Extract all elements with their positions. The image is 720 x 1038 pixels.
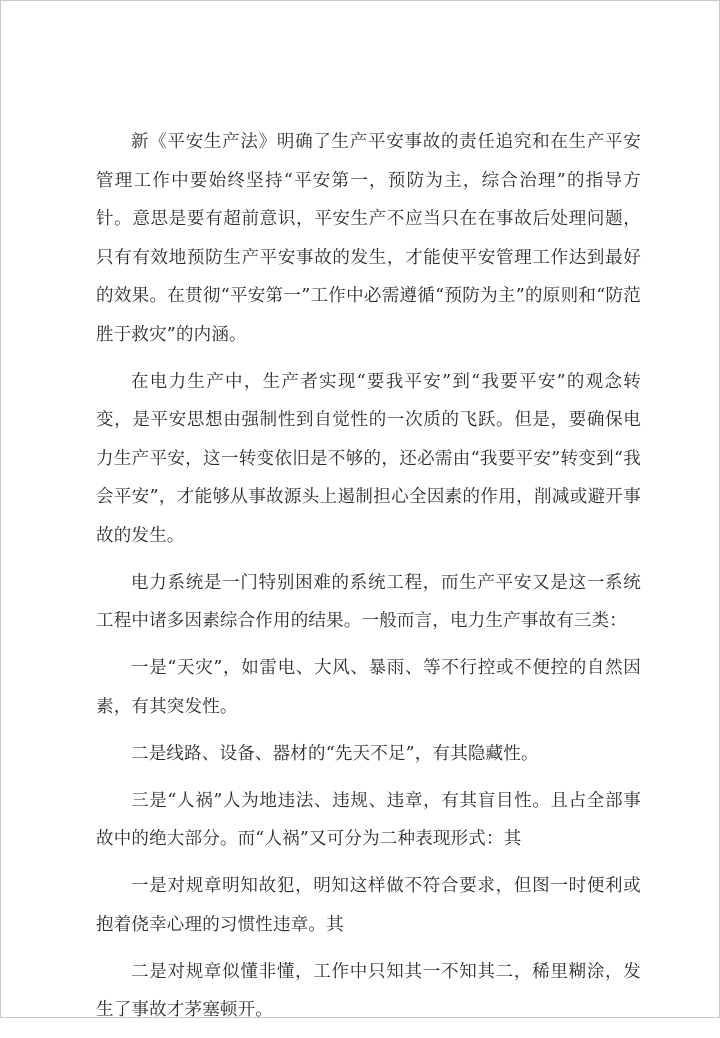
paragraph-2: 在电力生产中，生产者实现“要我平安”到“我要平安”的观念转变，是平安思想由强制性到自觉性的一次质的飞跃。但是，要确保电力生产平安，这一转变依旧是不够的，还必需由“我要平安”转变到“我会平安”，才能够从事故源头上遏制担心全因素的作用，削减或避开事故的发生。 bbox=[96, 371, 641, 546]
document-body bbox=[96, 123, 641, 1038]
paragraph-3: 电力系统是一门特别困难的系统工程，而生产平安又是这一系统工程中诸多因素综合作用的结果。一般而言，电力生产事故有三类： bbox=[96, 572, 641, 631]
paragraph-1: 新《平安生产法》明确了生产平安事故的责任追究和在生产平安管理工作中要始终坚持“平安第一，预防为主，综合治理”的指导方针。意思是要有超前意识，平安生产不应当只在在事故后处理问题，只有有效地预防生产平安事故的发生，才能使平安管理工作达到最好的效果。在贯彻“平安第一”工作中必需遵循“预防为主”的原则和“防范胜于救灾”的内涵。 bbox=[96, 132, 641, 345]
paragraph-5: 二是线路、设备、器材的“先天不足”，有其隐藏性。 bbox=[131, 743, 539, 764]
paragraph-4: 一是“天灾”，如雷电、大风、暴雨、等不行控或不便控的自然因素，有其突发性。 bbox=[96, 658, 641, 717]
paragraph-6: 三是“人祸”人为地违法、违规、违章，有其盲目性。且占全部事故中的绝大部分。而“人祸”又可分为二种表现形式：其 bbox=[96, 790, 641, 849]
paragraph-7: 一是对规章明知故犯，明知这样做不符合要求，但图一时便利或抱着侥幸心理的习惯性违章。其 bbox=[96, 876, 641, 935]
paragraph-8: 二是对规章似懂非懂，工作中只知其一不知其二，稀里糊涂，发生了事故才茅塞顿开。 bbox=[96, 961, 641, 1020]
